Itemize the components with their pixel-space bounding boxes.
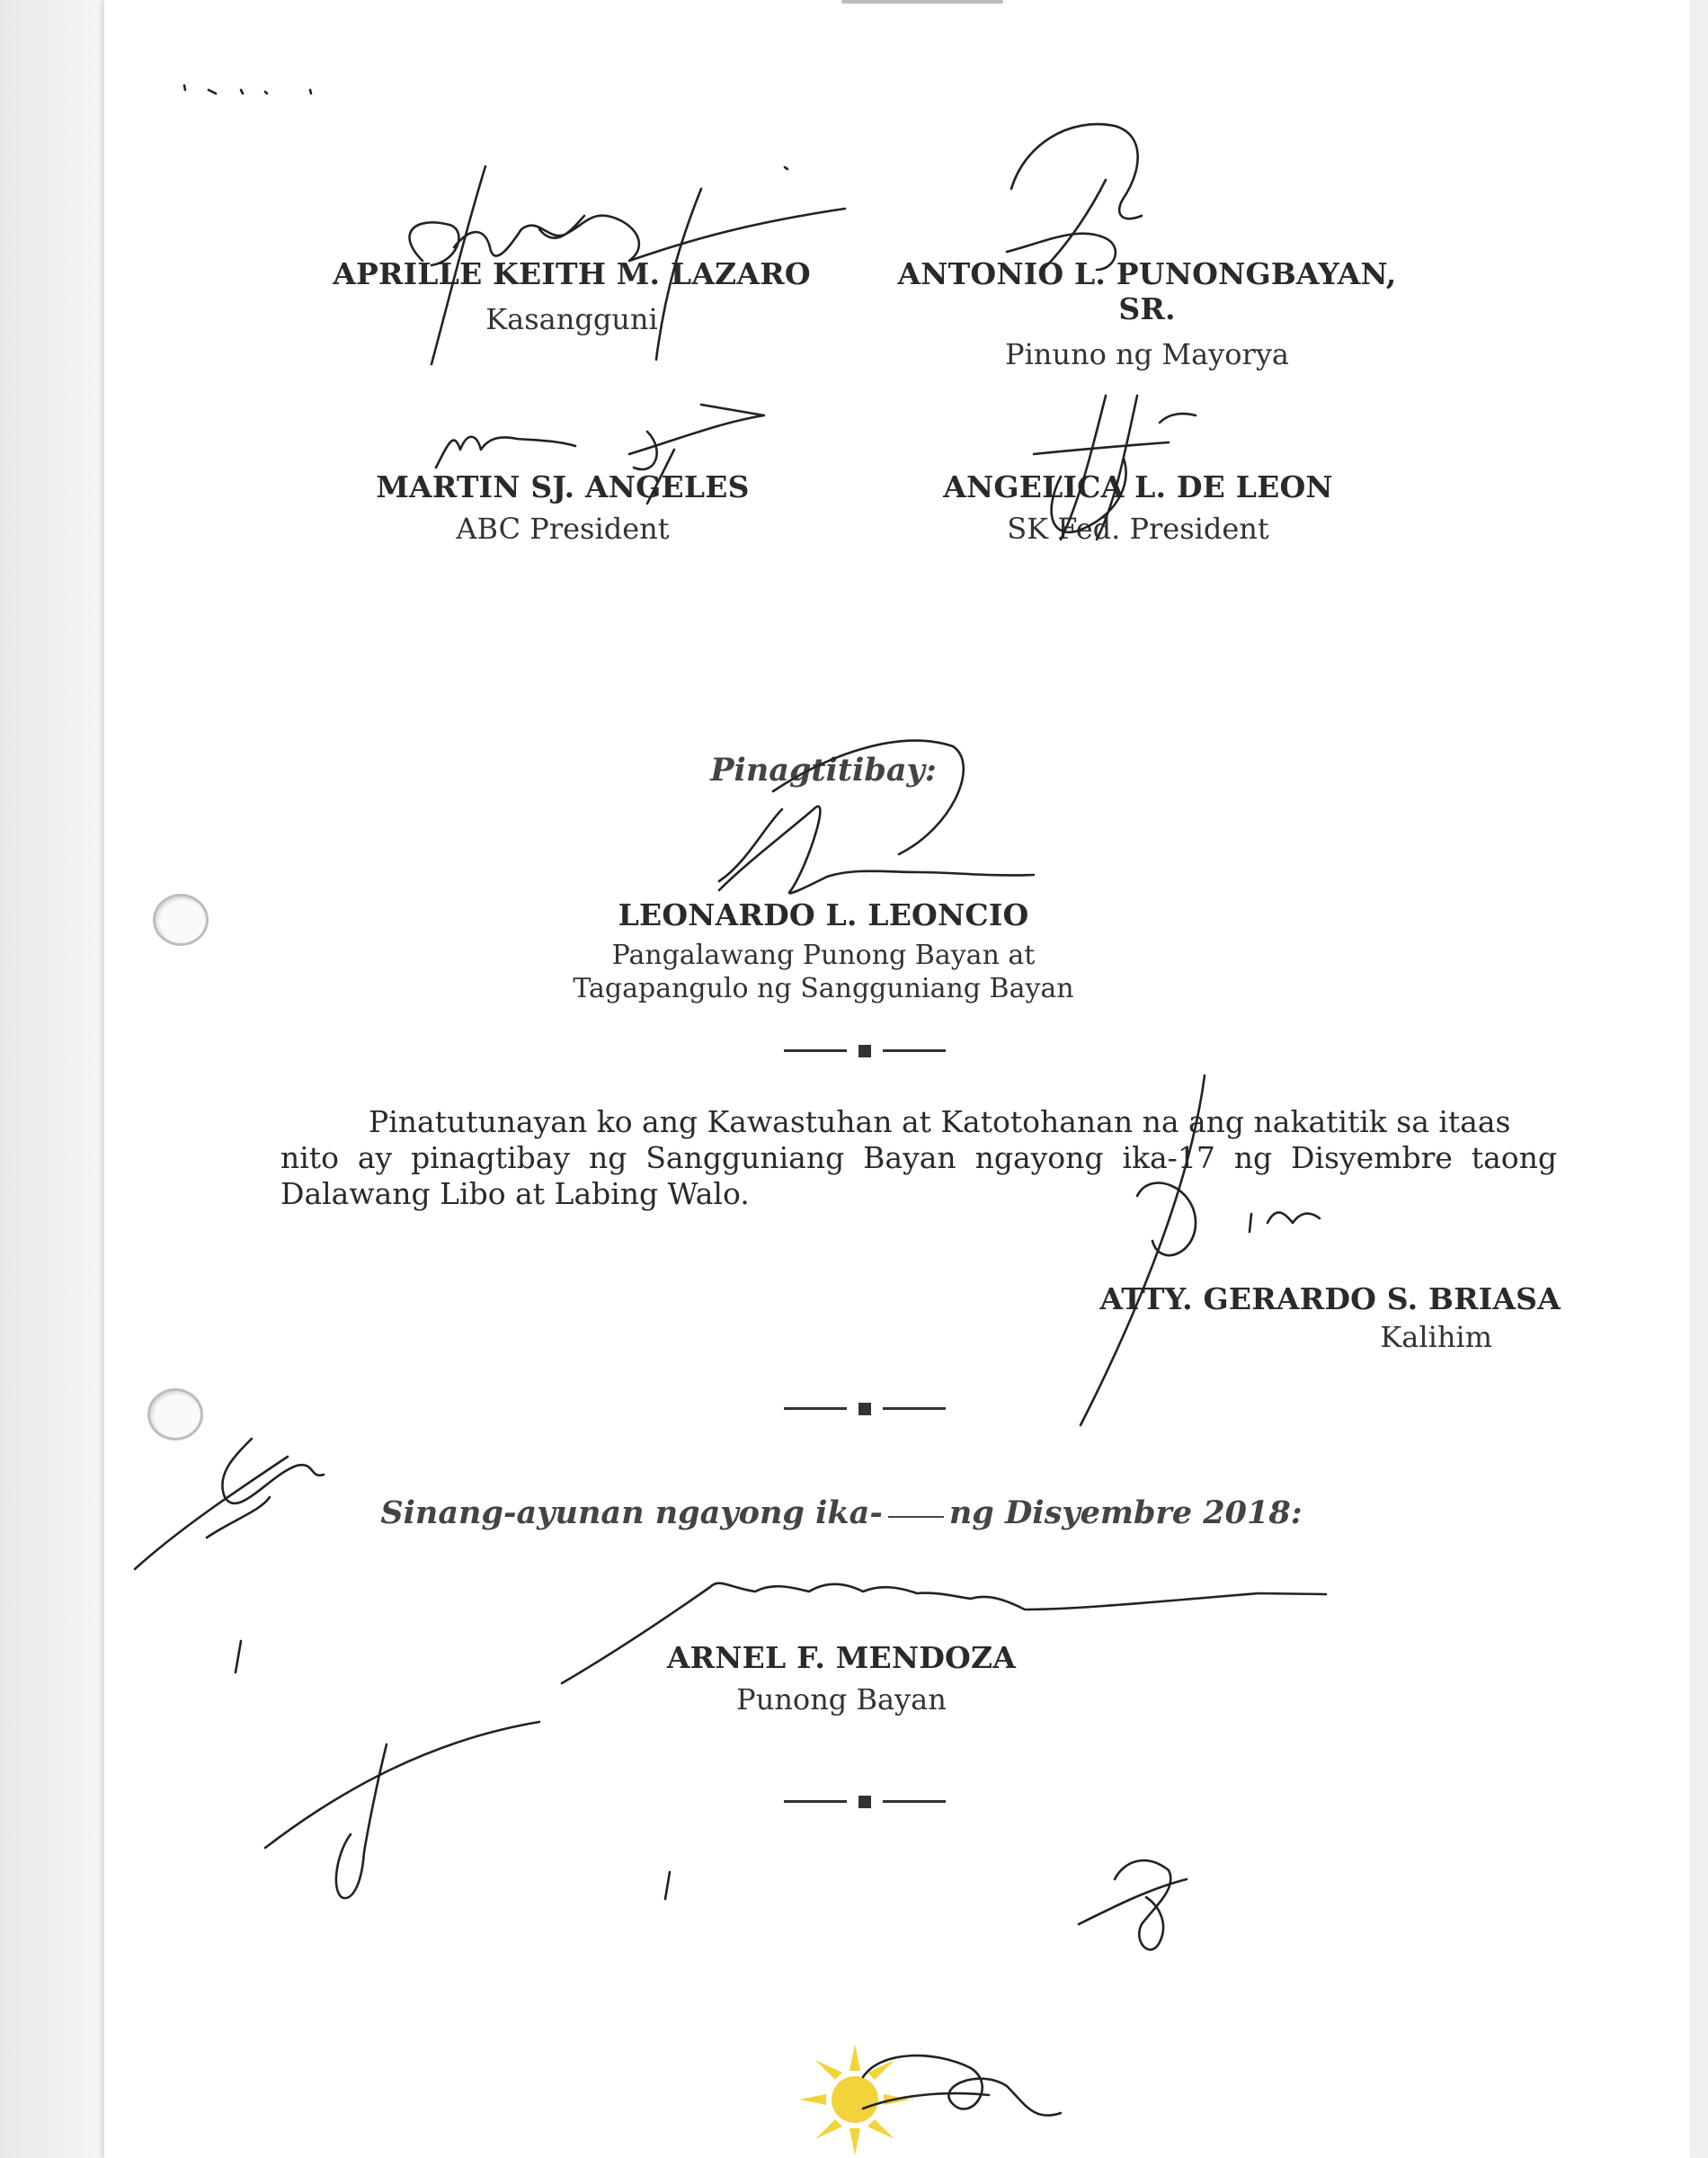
scan-margin	[0, 0, 104, 2158]
document-page	[104, 0, 1690, 2158]
signatory-role-line1: Pangalawang Punong Bayan at	[611, 940, 1036, 971]
punch-hole	[147, 1388, 203, 1440]
section-divider	[784, 1401, 946, 1415]
signatory-role-line2: Tagapangulo ng Sangguniang Bayan	[573, 973, 1074, 1004]
signatory-role: Kalihim	[1380, 1320, 1492, 1354]
scan-edge-mark	[841, 0, 1003, 4]
signatory-role: Kasangguni	[485, 302, 658, 336]
signatory-role: ABC President	[456, 512, 670, 546]
certification-line: Pinatutunayan ko ang Kawastuhan at Katotohanan na ang nakatitik sa itaas	[369, 1104, 1511, 1139]
signatory-angeles	[338, 469, 787, 546]
signatory-punongbayan	[868, 256, 1426, 371]
signatory-name: MARTIN SJ. ANGELES	[376, 469, 750, 504]
approval-signatory	[518, 897, 1129, 1004]
punch-hole	[153, 894, 209, 946]
signatory-name: ARNEL F. MENDOZA	[666, 1640, 1017, 1675]
signatory-role: Punong Bayan	[736, 1682, 947, 1717]
signatory-name: LEONARDO L. LEONCIO	[618, 897, 1029, 932]
philippine-sun-seal-icon	[796, 2028, 913, 2158]
certification-line: nito ay pinagtibay ng Sangguniang Bayan ngayong ika-17 ng Disyembre taong	[280, 1140, 1557, 1175]
date-blank	[888, 1516, 944, 1518]
mayor-signatory	[608, 1640, 1075, 1717]
concurrence-prefix: Sinang-ayunan ngayong ika-	[380, 1494, 883, 1531]
secretary-signatory	[1003, 1281, 1561, 1354]
certification-paragraph	[280, 1104, 1557, 1212]
section-divider	[784, 1794, 946, 1808]
signatory-role: Pinuno ng Mayorya	[1005, 337, 1289, 371]
signatory-name: ATTY. GERARDO S. BRIASA	[1099, 1281, 1561, 1316]
signatory-name: ANTONIO L. PUNONGBAYAN, SR.	[897, 256, 1397, 326]
signatory-role: SK Fed. President	[1007, 512, 1269, 546]
approval-heading: Pinagtitibay:	[710, 752, 937, 789]
signatory-name: ANGELICA L. DE LEON	[943, 469, 1333, 504]
concurrence-line	[374, 1494, 1309, 1531]
approval-block	[599, 752, 1048, 789]
signatory-lazaro	[320, 256, 823, 336]
concurrence-suffix: ng Disyembre 2018:	[948, 1494, 1303, 1531]
section-divider	[784, 1043, 946, 1057]
signatory-deleon	[913, 469, 1363, 546]
certification-line: Dalawang Libo at Labing Walo.	[280, 1176, 750, 1211]
signatory-name: APRILLE KEITH M. LAZARO	[333, 256, 811, 291]
